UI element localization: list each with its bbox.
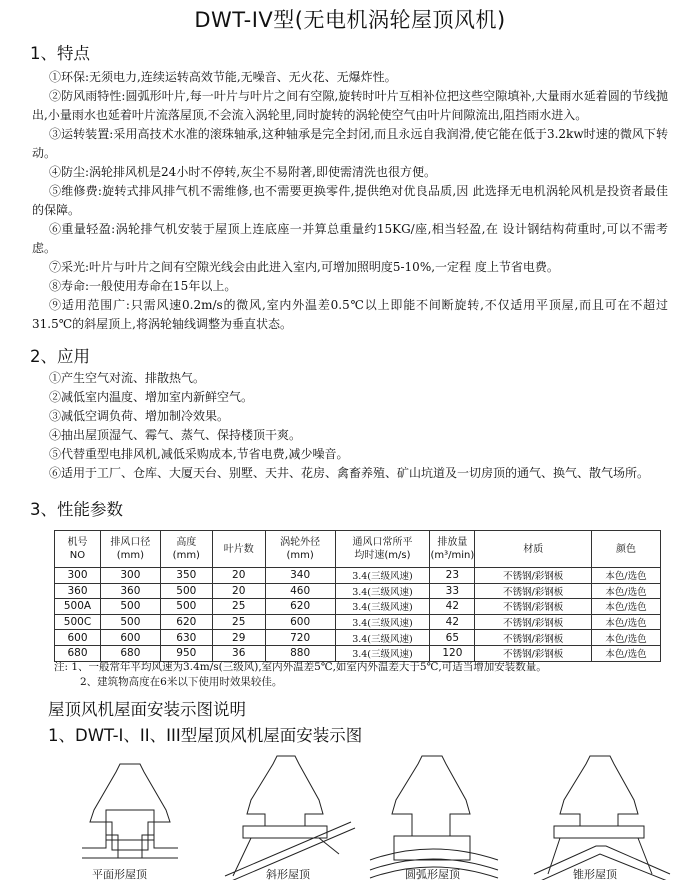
table-cell: 42 bbox=[430, 599, 475, 615]
table-cell: 300 bbox=[55, 568, 101, 584]
column-header bbox=[430, 531, 475, 568]
feature-item: ⑧寿命:一般使用寿命在15年以上。 bbox=[49, 279, 237, 293]
table-cell: 360 bbox=[55, 583, 101, 599]
table-cell: 不锈钢/彩钢板 bbox=[475, 599, 592, 615]
table-cell: 630 bbox=[160, 630, 212, 646]
section-heading-applications: 2、应用 bbox=[30, 347, 90, 366]
table-cell: 3.4(三级风速) bbox=[335, 568, 430, 584]
column-header bbox=[592, 531, 661, 568]
table-row bbox=[55, 614, 661, 630]
table-cell: 680 bbox=[100, 645, 160, 661]
caption-flat-roof: 平面形屋顶 bbox=[92, 868, 147, 881]
table-cell: 950 bbox=[160, 645, 212, 661]
table-cell: 29 bbox=[212, 630, 265, 646]
table-cell: 25 bbox=[212, 614, 265, 630]
feature-item: ⑤维修费:旋转式排风排气机不需维修,也不需要更换零件,提供绝对优良品质,因 此选择无电机涡轮风机是投资者最佳的保障。 bbox=[32, 184, 668, 217]
caption-sloped-roof: 斜形屋顶 bbox=[266, 868, 310, 881]
column-header bbox=[475, 531, 592, 568]
table-cell: 33 bbox=[430, 583, 475, 599]
features-list bbox=[32, 68, 668, 334]
flat-roof-diagram bbox=[78, 750, 188, 860]
install-heading: 屋顶风机屋面安装示图说明 bbox=[48, 700, 246, 719]
arched-roof-diagram bbox=[360, 750, 510, 880]
column-header-line: 高度 bbox=[176, 537, 197, 548]
table-cell: 本色/选色 bbox=[592, 630, 661, 646]
table-row bbox=[55, 583, 661, 599]
table-cell: 20 bbox=[212, 568, 265, 584]
table-cell: 3.4(三级风速) bbox=[335, 630, 430, 646]
caption-arched-roof: 圆弧形屋顶 bbox=[405, 868, 460, 881]
feature-item: ⑨适用范围广:只需风速0.2m/s的微风,室内外温差0.5℃以上即能不间断旋转,不仅适用平顶屋,而且可在不超过31.5℃的斜屋顶上,将涡轮轴线调整为垂直状态。 bbox=[32, 298, 668, 331]
table-row bbox=[55, 568, 661, 584]
table-cell: 600 bbox=[265, 614, 335, 630]
applications-list bbox=[32, 369, 668, 483]
table-cell: 500C bbox=[55, 614, 101, 630]
page-title: DWT-IV型(无电机涡轮屋顶风机) bbox=[194, 8, 506, 32]
column-header-line: 材质 bbox=[523, 543, 544, 555]
column-header-line: 叶片数 bbox=[223, 543, 254, 555]
table-cell: 不锈钢/彩钢板 bbox=[475, 630, 592, 646]
column-header bbox=[335, 531, 430, 568]
sloped-roof-diagram bbox=[215, 750, 365, 880]
application-item: ①产生空气对流、排散热气。 bbox=[49, 371, 206, 385]
feature-item: ③运转装置:采用高技术水准的滚珠轴承,这种轴承是完全封闭,而且永远自我润滑,使它能在低于3.2kw时速的微风下转动。 bbox=[32, 127, 668, 160]
table-row bbox=[55, 599, 661, 615]
table-cell: 880 bbox=[265, 645, 335, 661]
table-cell: 不锈钢/彩钢板 bbox=[475, 583, 592, 599]
table-cell: 620 bbox=[160, 614, 212, 630]
column-header-line: (mm) bbox=[116, 550, 145, 561]
table-cell: 本色/选色 bbox=[592, 614, 661, 630]
table-cell: 65 bbox=[430, 630, 475, 646]
column-header bbox=[265, 531, 335, 568]
table-cell: 720 bbox=[265, 630, 335, 646]
table-cell: 42 bbox=[430, 614, 475, 630]
table-cell: 25 bbox=[212, 599, 265, 615]
application-item: ⑤代替重型电排风机,减低采购成本,节省电费,减少噪音。 bbox=[49, 447, 349, 461]
table-cell: 460 bbox=[265, 583, 335, 599]
table-cell: 20 bbox=[212, 583, 265, 599]
conical-roof-diagram bbox=[530, 750, 680, 880]
column-header-line: 通风口常所平 bbox=[352, 537, 413, 548]
column-header bbox=[100, 531, 160, 568]
caption-conical-roof: 锥形屋顶 bbox=[573, 868, 617, 881]
feature-item: ②防风雨特性:圆弧形叶片,每一叶片与叶片之间有空隙,旋转时叶片互相补位把这些空隙填补,大量雨水延着圆的节线抛出,小量雨水也延着叶片流落屋顶,不会流入涡轮里,同时旋转的涡轮使空气由叶片间隙流出,阻挡雨水进入。 bbox=[32, 89, 668, 122]
table-cell: 500A bbox=[55, 599, 101, 615]
table-cell: 3.4(三级风速) bbox=[335, 645, 430, 661]
column-header bbox=[212, 531, 265, 568]
specs-table bbox=[54, 530, 661, 662]
table-cell: 500 bbox=[100, 599, 160, 615]
feature-item: ①环保:无须电力,连续运转高效节能,无噪音、无火花、无爆炸性。 bbox=[49, 70, 397, 84]
table-cell: 500 bbox=[100, 614, 160, 630]
table-cell: 300 bbox=[100, 568, 160, 584]
column-header-line: 涡轮外径 bbox=[280, 537, 321, 548]
application-item: ③减低空调负荷、增加制冷效果。 bbox=[49, 409, 230, 423]
column-header-line: 排放量 bbox=[437, 537, 468, 548]
column-header bbox=[160, 531, 212, 568]
table-cell: 620 bbox=[265, 599, 335, 615]
feature-item: ⑦采光:叶片与叶片之间有空隙光线会由此进入室内,可增加照明度5-10%,一定程 度上节省电费。 bbox=[49, 260, 559, 274]
table-cell: 500 bbox=[160, 583, 212, 599]
feature-item: ⑥重量轻盈:涡轮排气机安装于屋顶上连底座一并算总重量约15KG/座,相当轻盈,在 设计钢结构荷重时,可以不需考虑。 bbox=[32, 222, 668, 255]
column-header-line: (mm) bbox=[172, 550, 200, 561]
application-item: ⑥适用于工厂、仓库、大厦天台、别墅、天井、花房、禽畜养殖、矿山坑道及一切房顶的通气、换气、散气场所。 bbox=[49, 466, 650, 480]
section-heading-specs: 3、性能参数 bbox=[30, 500, 123, 519]
table-row bbox=[55, 630, 661, 646]
column-header-line: 机号 bbox=[67, 537, 88, 548]
table-cell: 本色/选色 bbox=[592, 599, 661, 615]
install-subheading: 1、DWT-I、II、III型屋顶风机屋面安装示图 bbox=[48, 726, 363, 745]
column-header-line: NO bbox=[69, 550, 86, 561]
table-cell: 本色/选色 bbox=[592, 583, 661, 599]
table-cell: 3.4(三级风速) bbox=[335, 614, 430, 630]
table-cell: 360 bbox=[100, 583, 160, 599]
note: 2、建筑物高度在6米以下使用时效果较佳。 bbox=[80, 676, 283, 688]
table-cell: 3.4(三级风速) bbox=[335, 599, 430, 615]
table-cell: 3.4(三级风速) bbox=[335, 583, 430, 599]
table-cell: 350 bbox=[160, 568, 212, 584]
column-header-line: (mm) bbox=[286, 550, 314, 561]
table-cell: 不锈钢/彩钢板 bbox=[475, 568, 592, 584]
table-cell: 600 bbox=[100, 630, 160, 646]
table-cell: 340 bbox=[265, 568, 335, 584]
table-cell: 23 bbox=[430, 568, 475, 584]
column-header-line: (m³/min) bbox=[430, 550, 475, 561]
table-row bbox=[55, 645, 661, 661]
column-header-line: 颜色 bbox=[616, 543, 637, 555]
application-item: ②减低室内温度、增加室内新鲜空气。 bbox=[49, 390, 254, 404]
application-item: ④抽出屋顶湿气、霉气、蒸气、保持楼顶干爽。 bbox=[49, 428, 302, 442]
table-cell: 500 bbox=[160, 599, 212, 615]
table-cell: 本色/选色 bbox=[592, 568, 661, 584]
table-cell: 本色/选色 bbox=[592, 645, 661, 661]
feature-item: ④防尘:涡轮排风机是24小时不停转,灰尘不易附著,即使需清洗也很方便。 bbox=[49, 165, 436, 179]
note: 注: 1、一般常年平均风速为3.4m/s(三级风),室内外温差5℃,如室内外温差大于5℃,可适当增加安装数量。 bbox=[54, 661, 547, 673]
table-cell: 120 bbox=[430, 645, 475, 661]
column-header-line: 排风口径 bbox=[110, 537, 151, 548]
table-cell: 680 bbox=[55, 645, 101, 661]
table-cell: 不锈钢/彩钢板 bbox=[475, 645, 592, 661]
table-notes bbox=[54, 660, 547, 690]
table-cell: 36 bbox=[212, 645, 265, 661]
column-header bbox=[55, 531, 101, 568]
section-heading-features: 1、特点 bbox=[30, 44, 90, 63]
table-cell: 不锈钢/彩钢板 bbox=[475, 614, 592, 630]
column-header-line: 均时速(m/s) bbox=[354, 550, 411, 561]
table-cell: 600 bbox=[55, 630, 101, 646]
